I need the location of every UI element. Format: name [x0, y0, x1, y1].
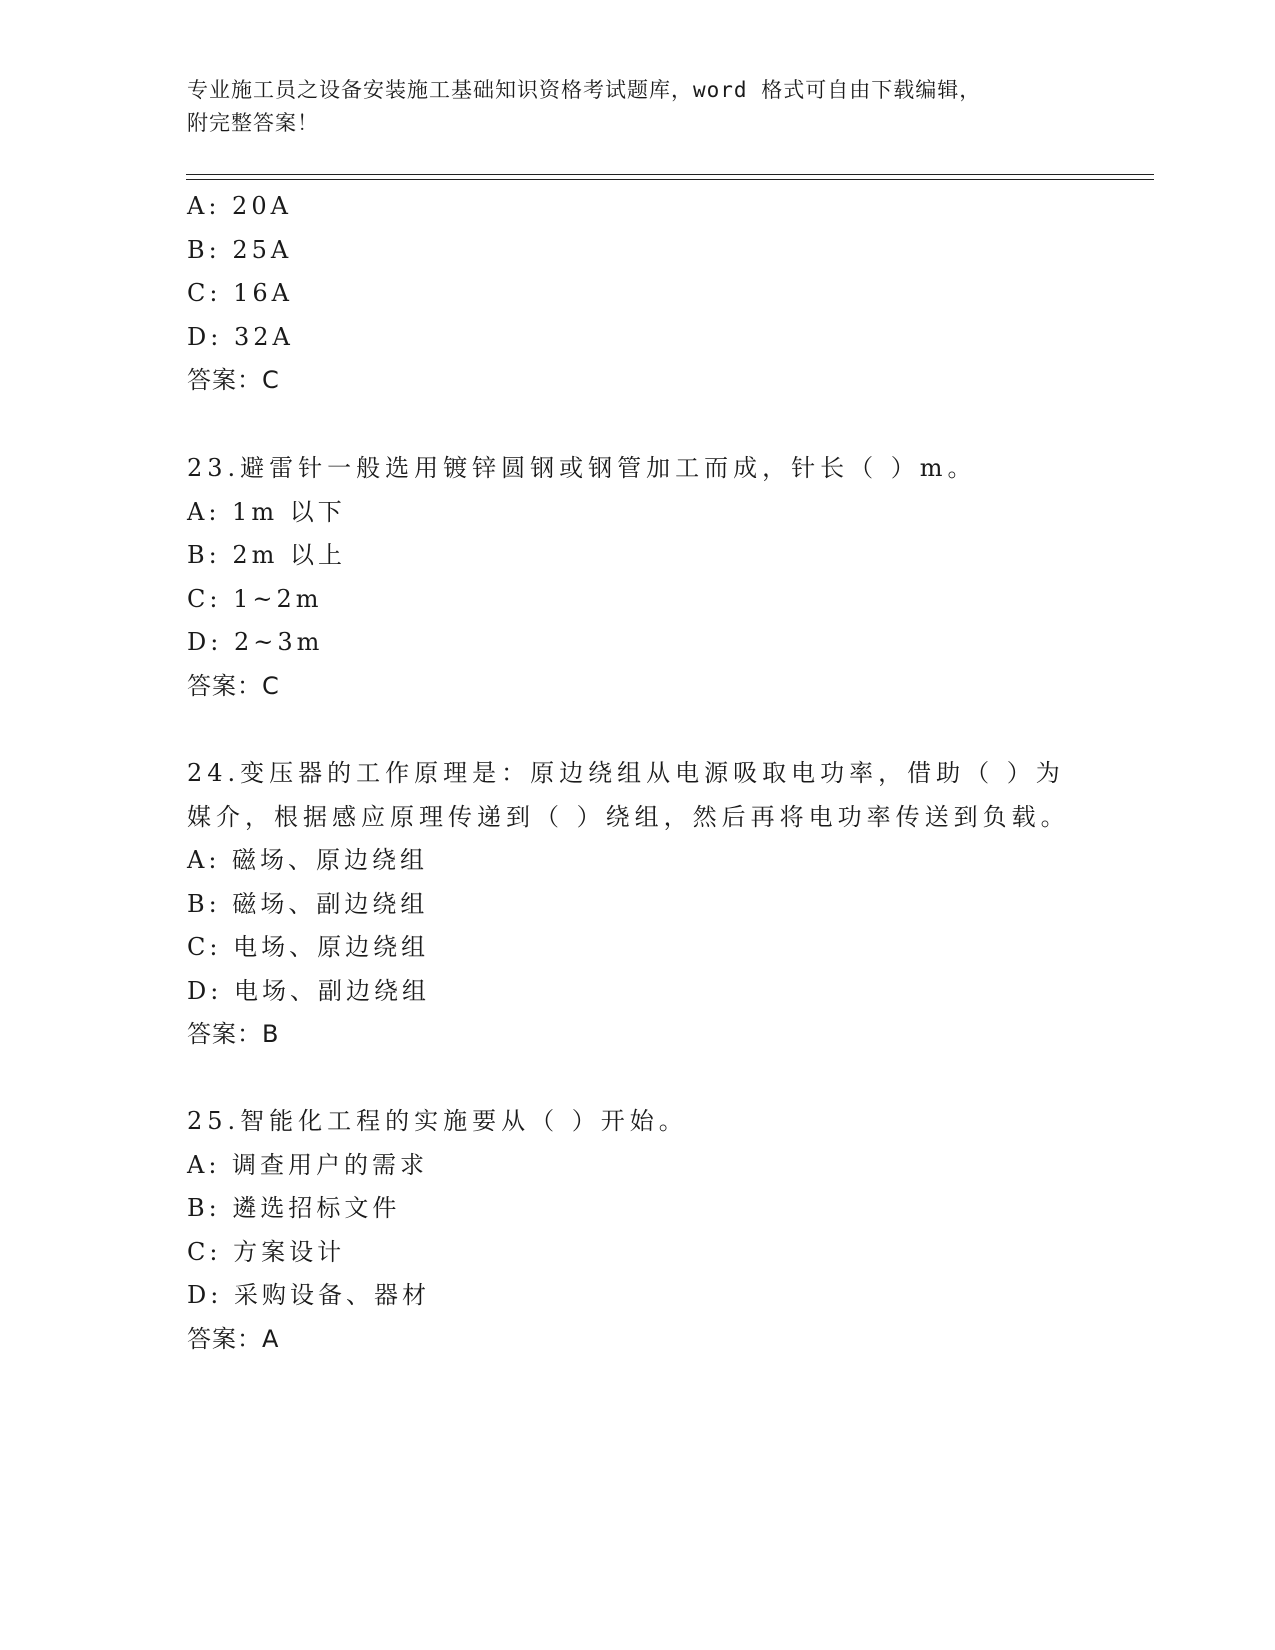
- q24-option-d: D: 电场、副边绕组: [187, 977, 430, 1005]
- q22-option-a: A: 20A: [187, 192, 292, 220]
- q22-answer: 答案：C: [187, 366, 280, 394]
- document-header: [187, 74, 1067, 140]
- q23-option-d: D: 2~3m: [187, 628, 324, 656]
- q24-stem-line-1: 24.变压器的工作原理是：原边绕组从电源吸取电功率，借助（ ）为: [187, 759, 1065, 787]
- q22-option-b: B: 25A: [187, 236, 293, 264]
- q23-option-c: C: 1~2m: [187, 585, 323, 613]
- q24-stem-line-2: 媒介，根据感应原理传递到（ ）绕组，然后再将电功率传送到负载。: [187, 803, 1070, 831]
- q23-answer: 答案：C: [187, 672, 280, 700]
- q25-option-b: B: 遴选招标文件: [187, 1194, 401, 1222]
- header-line-1: 专业施工员之设备安装施工基础知识资格考试题库，word 格式可自由下载编辑，: [187, 78, 982, 102]
- q23-option-a: A: 1m 以下: [187, 498, 346, 526]
- q25-stem: 25.智能化工程的实施要从（ ）开始。: [187, 1107, 688, 1135]
- q25-option-c: C: 方案设计: [187, 1238, 346, 1266]
- q25-option-d: D: 采购设备、器材: [187, 1281, 430, 1309]
- q25-option-a: A: 调查用户的需求: [187, 1151, 429, 1179]
- header-line-2: 附完整答案！: [187, 111, 319, 135]
- q23-option-b: B: 2m 以上: [187, 541, 347, 569]
- q24-option-c: C: 电场、原边绕组: [187, 933, 430, 961]
- q24-option-a: A: 磁场、原边绕组: [187, 846, 429, 874]
- q25-answer: 答案：A: [187, 1325, 280, 1353]
- q24-option-b: B: 磁场、副边绕组: [187, 890, 429, 918]
- header-divider-top: [186, 174, 1154, 175]
- q22-option-d: D: 32A: [187, 323, 294, 351]
- q22-option-c: C: 16A: [187, 279, 293, 307]
- header-divider-bottom: [186, 179, 1154, 180]
- q23-stem: 23.避雷针一般选用镀锌圆钢或钢管加工而成，针长（ ）m。: [187, 454, 977, 482]
- q24-answer: 答案：B: [187, 1020, 280, 1048]
